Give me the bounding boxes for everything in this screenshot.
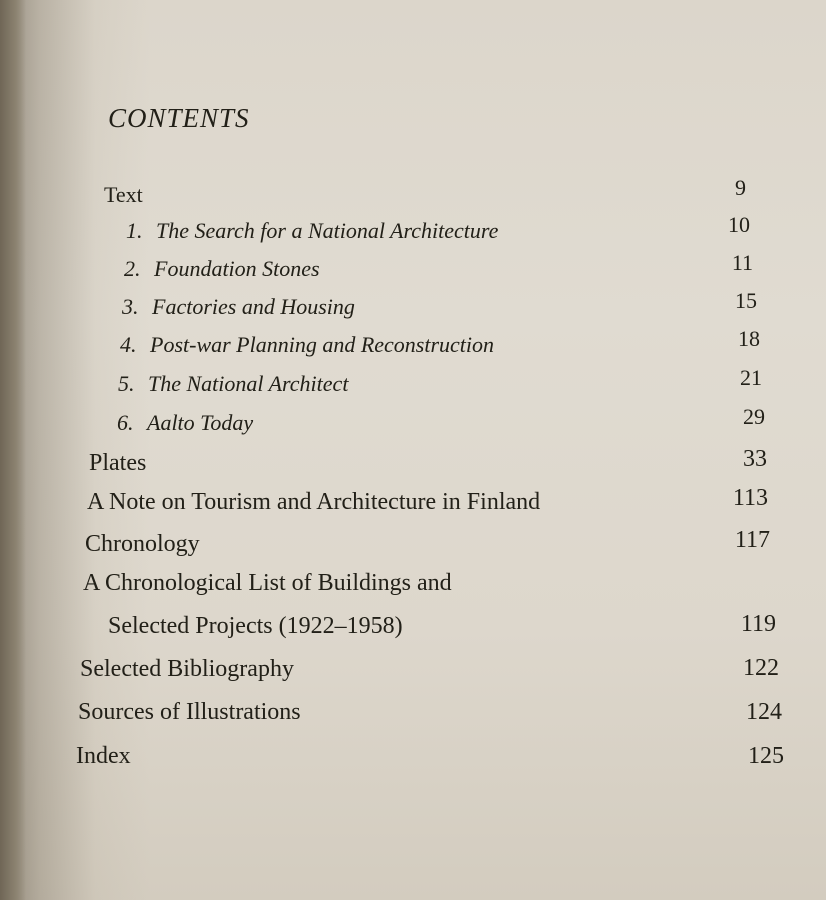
toc-chapter-number: 2. [124, 256, 141, 281]
toc-entry-title: Plates [89, 450, 147, 476]
toc-page-number: 21 [740, 365, 762, 390]
toc-chapter-number: 6. [117, 410, 134, 435]
toc-page-number: 125 [748, 743, 784, 769]
toc-entry-title: The National Architect [148, 371, 349, 396]
toc-page-number: 117 [734, 527, 770, 553]
toc-page-number: 15 [735, 288, 757, 313]
toc-page-number: 18 [738, 326, 760, 351]
toc-page-number: 119 [740, 611, 776, 637]
toc-page-number: 33 [743, 446, 767, 472]
toc-entry-title: Post-war Planning and Reconstruction [150, 332, 495, 357]
toc-page-number: 11 [731, 250, 753, 275]
toc-entry-title: Sources of Illustrations [78, 699, 301, 725]
toc-page-number: 9 [735, 175, 746, 200]
toc-entry-title: The Search for a National Architecture [156, 218, 499, 243]
toc-entry-title: Text [104, 182, 143, 207]
toc-entry-title: A Chronological List of Buildings and [83, 570, 452, 596]
toc-entry-title: Aalto Today [147, 410, 254, 435]
toc-chapter-number: 3. [122, 294, 139, 319]
toc-page-number: 122 [743, 655, 779, 681]
toc-page-number: 113 [732, 485, 768, 511]
toc-chapter-number: 5. [118, 371, 135, 396]
toc-entry-title: Selected Bibliography [80, 656, 294, 682]
toc-entry-title: Factories and Housing [152, 294, 355, 319]
toc-chapter-number: 1. [126, 218, 143, 243]
contents-heading: CONTENTS [108, 103, 250, 133]
toc-page-number: 10 [728, 212, 750, 237]
toc-entry-title: A Note on Tourism and Architecture in Finland [87, 489, 541, 515]
toc-chapter-number: 4. [120, 332, 137, 357]
toc-entry-title: Selected Projects (1922–1958) [108, 613, 403, 639]
toc-page-number: 29 [743, 404, 765, 429]
toc-entry-title: Chronology [85, 531, 200, 557]
toc-entry-title: Index [76, 743, 131, 769]
toc-entry-title: Foundation Stones [154, 256, 320, 281]
toc-page-number: 124 [746, 699, 782, 725]
